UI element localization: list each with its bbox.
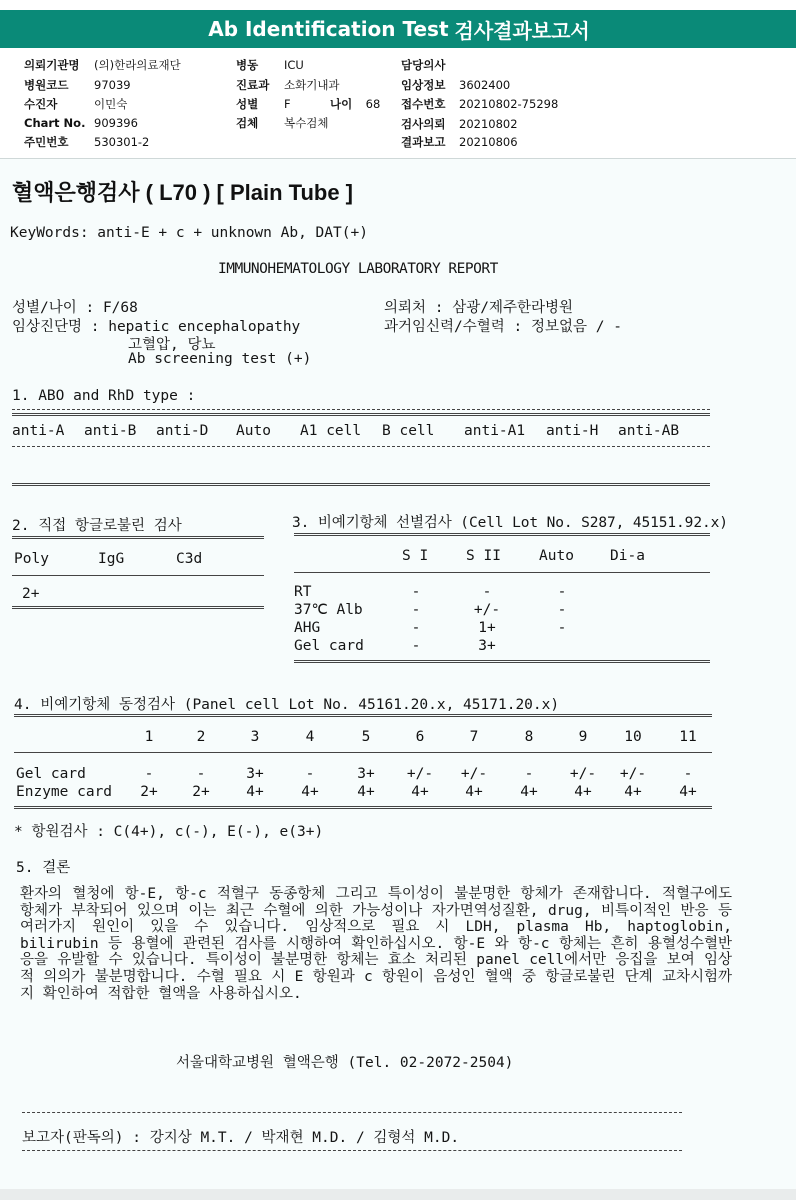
header-field: [24, 96, 127, 112]
header-field-label: 임상정보: [401, 78, 446, 92]
section4-rule-top: [14, 714, 712, 717]
conclusion-text: 환자의 혈청에 항-E, 항-c 적혈구 동종항체 그리고 특이성이 불분명한 항체가 존재합니다. 적혈구에도 항체가 부착되어 있으며 이는 최근 수혈에 의한 가능성이나 자가면역성질환, drug, 비특이적인 반응 등 여러가지 원인이 있을 수 있습니다. 임상적으로 필요 시 LDH, plasma Hb, haptoglobin, bilirubin 등 용혈에 관련된 검사를 시행하여 확인하십시오. 항-E 와 항-c 항체는 흔히 용혈성수혈반응을 유발할 수 있습니다. 특이성이 불분명한 항체는 효소 처리된 panel cell에서만 응집을 보여 임상적 의의가 불분명합니다. 수혈 필요 시 E 항원과 c 항원이 음성인 혈액 중 항글로불린 단계 교차시험까지 확인하여 적합한 혈액을 사용하십시오.: [20, 886, 732, 1002]
reporter-rule-top: [22, 1112, 682, 1113]
header-field-label: 진료과: [236, 78, 270, 92]
header-field-label: 성별: [236, 97, 259, 111]
header-field-label: 검사의뢰: [401, 117, 446, 131]
header-field-label: 병동: [236, 58, 259, 72]
patient-diagnosis-2: 고혈압, 당뇨: [128, 337, 216, 353]
header-field-value: ICU: [284, 58, 304, 72]
keywords: KeyWords: anti-E + c + unknown Ab, DAT(+): [10, 225, 368, 241]
panel-cell-number: 2: [196, 729, 206, 745]
institution-line: 서울대학교병원 혈액은행 (Tel. 02-2072-2504): [176, 1055, 514, 1071]
panel-cell-number: 6: [415, 729, 425, 745]
header-field-value: 20210806: [459, 135, 518, 149]
panel-cell-number: 3: [250, 729, 260, 745]
header-field: [24, 116, 138, 130]
panel-cell-number: 10: [624, 729, 642, 745]
abo-header-cell: anti-D: [156, 423, 209, 439]
referring-hospital: 의뢰처 : 삼광/제주한라병원: [384, 300, 573, 316]
panel-value-cell: +/-: [569, 766, 597, 782]
panel-value-cell: -: [305, 766, 315, 782]
section3-rule-bottom: [294, 660, 710, 663]
header-age-label: 나이: [330, 97, 353, 111]
panel-value-cell: 4+: [679, 784, 697, 800]
header-field: [401, 134, 518, 150]
header-field-value: 20210802: [459, 117, 518, 131]
header-field: [24, 57, 181, 73]
screening-row-label: Gel card: [294, 638, 364, 654]
abo-header-cell: Auto: [236, 423, 271, 439]
header-field-label: 주민번호: [24, 135, 69, 149]
patient-diagnosis-3: Ab screening test (+): [128, 351, 312, 367]
antigen-test: * 항원검사 : C(4+), c(-), E(-), e(3+): [14, 824, 324, 840]
header-field: [236, 96, 291, 112]
section2-rule-mid: [12, 575, 264, 576]
header-field-label: Chart No.: [24, 116, 86, 130]
panel-value-cell: 4+: [246, 784, 264, 800]
screening-value-cell: -: [411, 638, 421, 654]
header-field: [401, 57, 459, 73]
banner-title-en: Ab Identification Test: [208, 17, 449, 41]
header-field-value: 이민숙: [94, 97, 128, 111]
header-field-label: 병원코드: [24, 78, 69, 92]
panel-value-cell: -: [196, 766, 206, 782]
section2-title: 2. 직접 항글로불린 검사: [12, 518, 182, 534]
screening-value-cell: +/-: [473, 602, 501, 618]
panel-cell-number: 4: [305, 729, 315, 745]
panel-value-cell: 4+: [301, 784, 319, 800]
panel-value-cell: 4+: [357, 784, 375, 800]
lab-report-title: IMMUNOHEMATOLOGY LABORATORY REPORT: [218, 261, 498, 277]
section3-rule-top: [294, 533, 710, 536]
screening-header-cell: S I: [402, 548, 429, 564]
header-field-label: 접수번호: [401, 97, 446, 111]
header-field: [401, 77, 510, 93]
section1-rule-bottom: [12, 483, 710, 486]
section5-title: 5. 결론: [16, 860, 71, 876]
panel-value-cell: -: [144, 766, 154, 782]
header-field-label: 담당의사: [401, 58, 446, 72]
patient-sex-age: 성별/나이 : F/68: [12, 300, 138, 316]
report-title: 혈액은행검사 ( L70 ) [ Plain Tube ]: [12, 180, 354, 205]
panel-cell-number: 5: [361, 729, 371, 745]
panel-value-cell: -: [683, 766, 693, 782]
header-field: [24, 134, 149, 150]
panel-value-cell: 3+: [246, 766, 264, 782]
panel-cell-number: 7: [469, 729, 479, 745]
screening-header-cell: Di-a: [610, 548, 645, 564]
screening-value-cell: -: [411, 620, 421, 636]
report-banner: [0, 10, 796, 48]
reporter-rule-bottom: [22, 1150, 682, 1151]
screening-value-cell: 1+: [478, 620, 496, 636]
abo-header-cell: anti-AB: [618, 423, 680, 439]
screening-value-cell: -: [411, 584, 421, 600]
panel-row-label: Gel card: [16, 766, 86, 782]
banner-title-kr: 검사결과보고서: [454, 18, 590, 43]
header-field-value: 소화기내과: [284, 78, 340, 92]
header-field-value: 909396: [94, 116, 138, 130]
screening-row-label: RT: [294, 584, 312, 600]
section4-title: 4. 비예기항체 동정검사 (Panel cell Lot No. 45161.20.x, 45171.20.x): [14, 697, 560, 713]
header-field-value: 복수검체: [284, 116, 329, 130]
panel-row-label: Enzyme card: [16, 784, 113, 800]
header-field: [236, 115, 328, 131]
screening-value-cell: -: [557, 620, 567, 636]
section4-rule-bottom: [14, 806, 712, 809]
header-field: [401, 96, 558, 112]
header-age-value: 68: [365, 97, 381, 111]
panel-cell-number: 8: [524, 729, 534, 745]
screening-value-cell: -: [557, 602, 567, 618]
screening-row-label: 37℃ Alb: [294, 602, 363, 618]
panel-value-cell: 2+: [192, 784, 210, 800]
abo-header-cell: anti-A: [12, 423, 65, 439]
screening-header-cell: S II: [466, 548, 501, 564]
panel-value-cell: 2+: [140, 784, 158, 800]
dat-header-cell: C3d: [176, 551, 203, 567]
section1-title: 1. ABO and RhD type :: [12, 388, 196, 404]
section1-rule-double: [12, 413, 710, 416]
panel-value-cell: +/-: [406, 766, 434, 782]
panel-cell-number: 9: [578, 729, 588, 745]
panel-cell-number: 1: [144, 729, 154, 745]
screening-value-cell: -: [557, 584, 567, 600]
panel-value-cell: +/-: [619, 766, 647, 782]
section1-rule-top: [12, 409, 710, 410]
abo-header-cell: anti-H: [546, 423, 599, 439]
header-field-label: 수진자: [24, 97, 58, 111]
header-field-value: (의)한라의료재단: [94, 58, 181, 72]
footer-bar: [0, 1189, 796, 1200]
transfusion-history: 과거임신력/수혈력 : 정보없음 / -: [384, 319, 622, 335]
patient-diagnosis: 임상진단명 : hepatic encephalopathy: [12, 319, 301, 335]
panel-value-cell: -: [524, 766, 534, 782]
screening-row-label: AHG: [294, 620, 321, 636]
panel-cell-number: 11: [679, 729, 697, 745]
dat-value-cell: 2+: [22, 586, 40, 602]
header-field: [24, 77, 131, 93]
header-field: [236, 57, 304, 73]
section2-rule-top: [12, 536, 264, 539]
abo-header-cell: B cell: [382, 423, 435, 439]
panel-value-cell: +/-: [460, 766, 488, 782]
screening-value-cell: -: [411, 602, 421, 618]
screening-value-cell: -: [482, 584, 492, 600]
header-field-value: 97039: [94, 78, 131, 92]
header-field-value: 3602400: [459, 78, 511, 92]
header-age: [330, 96, 380, 112]
panel-value-cell: 4+: [520, 784, 538, 800]
dat-header-cell: IgG: [98, 551, 125, 567]
header-field: [401, 116, 518, 132]
reporters-line: 보고자(판독의) : 강지상 M.T. / 박재현 M.D. / 김형석 M.D.: [22, 1130, 460, 1146]
header-field: [236, 77, 340, 93]
panel-value-cell: 3+: [357, 766, 375, 782]
screening-header-cell: Auto: [539, 548, 574, 564]
panel-value-cell: 4+: [465, 784, 483, 800]
section3-rule-mid: [294, 572, 710, 573]
abo-header-cell: A1 cell: [300, 423, 362, 439]
section4-rule-mid: [14, 752, 712, 753]
header-field-value: F: [284, 97, 291, 111]
header-field-value: 530301-2: [94, 135, 150, 149]
panel-value-cell: 4+: [411, 784, 429, 800]
section1-rule-mid: [12, 446, 710, 447]
panel-value-cell: 4+: [574, 784, 592, 800]
section3-title: 3. 비예기항체 선별검사 (Cell Lot No. S287, 45151.92.x): [292, 515, 728, 531]
header-field-label: 결과보고: [401, 135, 446, 149]
header-field-label: 의뢰기관명: [24, 58, 80, 72]
header-field-value: 20210802-75298: [459, 97, 559, 111]
panel-value-cell: 4+: [624, 784, 642, 800]
abo-header-cell: anti-A1: [464, 423, 526, 439]
dat-header-cell: Poly: [14, 551, 49, 567]
screening-value-cell: 3+: [478, 638, 496, 654]
section2-rule-bottom: [12, 606, 264, 609]
header-field-label: 검체: [236, 116, 259, 130]
abo-header-cell: anti-B: [84, 423, 137, 439]
